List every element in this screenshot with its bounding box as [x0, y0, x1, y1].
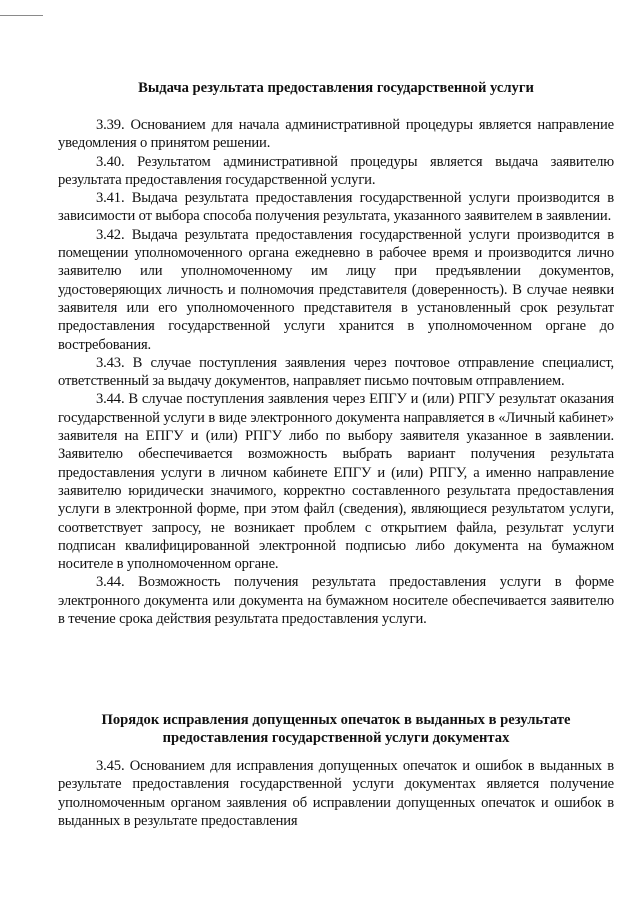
section-heading-result-issuance: Выдача результата предоставления государственной услуги [138, 80, 534, 96]
section-heading-typo-correction [58, 711, 614, 748]
page-corner-rule [0, 15, 43, 16]
paragraph-3-43: 3.43. В случае поступления заявления через почтовое отправление специалист, ответственный за выдачу документов, направляет письмо почтовым отправлением. [58, 354, 614, 390]
paragraph-3-45: 3.45. Основанием для исправления допущенных опечаток и ошибок в выданных в результате предоставления государственной услуги документах является получение уполномоченным органом заявления об исправлении допущенных опечаток и ошибок в выданных в результате предоставления [58, 758, 614, 829]
paragraph-3-42: 3.42. Выдача результата предоставления государственной услуги производится в помещении уполномоченного органа ежедневно в рабочее время и производится лично заявителю или уполномоченному им лицу при предъявлении документов, удостоверяющих личность и полномочия представителя (доверенность). В случае неявки заявителя или его уполномоченного представителя в установленный срок результат предоставления государственной услуги хранится в уполномоченном органе до востребования. [58, 226, 614, 353]
section-heading-line-2: предоставления государственной услуги документах [162, 730, 510, 747]
paragraph-3-40: 3.40. Результатом административной процедуры является выдача заявителю результата предоставления государственной услуги. [58, 153, 614, 188]
section-body-typo-correction [58, 757, 614, 830]
paragraph-3-39: 3.39. Основанием для начала административной процедуры является направление уведомления о принятом решении. [58, 117, 614, 152]
section-heading-line-1: Порядок исправления допущенных опечаток в выданных в результате [101, 712, 571, 728]
paragraph-3-44-electronic: 3.44. В случае поступления заявления через ЕПГУ и (или) РПГУ результат оказания государственной услуги в виде электронного документа направляется в «Личный кабинет» заявителя на ЕПГУ и (или) РПГУ либо по выбору заявителя указанное в заявлении. Заявителю обеспечивается возможность выбрать вариант получения результата предоставления услуги в личном кабинете ЕПГУ и (или) РПГУ, а именно направление заявителю юридически значимого, корректно составленного результата предоставления услуги в электронной форме, при этом файл (сведения), являющиеся результатом услуги, соответствует запросу, не возникает проблем с открытием файла, результат услуги подписан квалифицированной электронной подписью либо документа на бумажном носителе в уполномоченном органе. [58, 391, 614, 573]
paragraph-3-44-validity: 3.44. Возможность получения результата предоставления услуги в форме электронного документа или документа на бумажном носителе обеспечивается заявителю в течение срока действия результата предоставления услуги. [58, 574, 614, 628]
paragraph-3-41: 3.41. Выдача результата предоставления государственной услуги производится в зависимости от выбора способа получения результата, указанного заявителем в заявлении. [58, 190, 614, 225]
section-body-result-issuance [58, 116, 614, 628]
